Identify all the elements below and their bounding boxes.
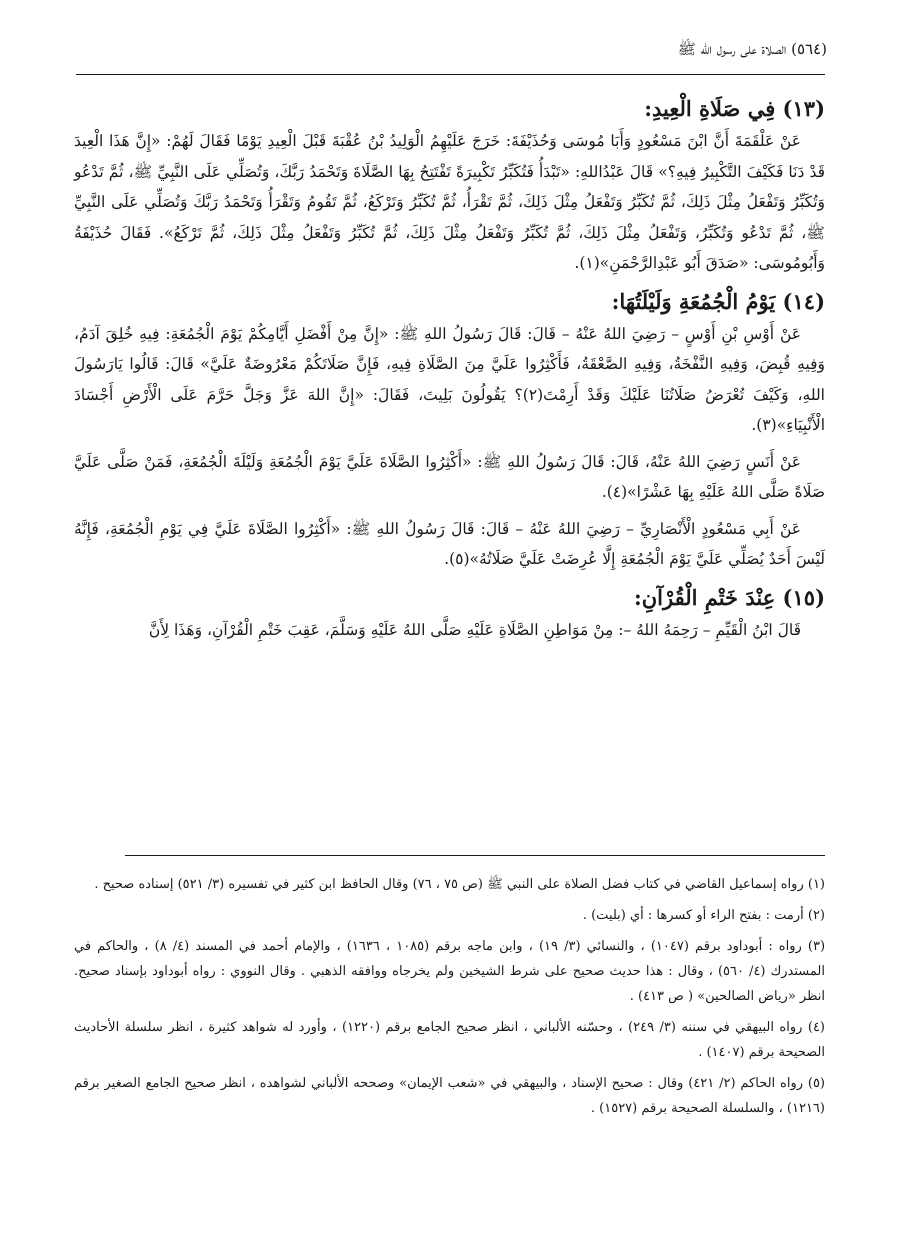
footnote-3: (٣) رواه : أبوداود برقم (١٠٤٧) ، والنسائي (٣/ ١٩) ، وابن ماجه برقم (١٠٨٥ ، ١٦٣٦) ، والإمام أحمد في المسند (٤/ ٨) ، والحاكم في المستدرك (٤/ ٥٦٠) ، وقال : هذا حديث صحيح على شرط الشيخين ولم يخرجاه ووافقه الذهبي . وقال النووي : رواه أبوداود بإسناد صحيح. انظر «رياض الصالحين» ( ص ٤١٣) . [74,939,826,1004]
paragraph-eid-hadith: عَنْ عَلْقَمَةَ أَنَّ ابْنَ مَسْعُودٍ وَأَبَا مُوسَى وَحُذَيْفَةَ: خَرَجَ عَلَيْهِمُ الْوَلِيدُ بْنُ عُقْبَةَ قَبْلَ الْعِيدِ يَوْمًا فَقَالَ لَهُمْ: «إِنَّ هَذَا الْعِيدَ قَدْ دَنَا فَكَيْفَ التَّكْبِيرُ فِيهِ؟» قَالَ عَبْدُاللهِ: «تَبْدَأُ فَتُكَبِّرُ تَكْبِيرَةً تَفْتَتِحُ بِهَا الصَّلَاةَ وَتَحْمَدُ رَبَّكَ، وَتُصَلِّي عَلَى النَّبِيِّ ﷺ، ثُمَّ تَدْعُو وَتُكَبِّرُ وَتَفْعَلُ مِثْلَ ذَلِكَ، ثُمَّ تُكَبِّرُ وَتَفْعَلُ مِثْلَ ذَلِكَ، ثُمَّ تَقْرَأُ، ثُمَّ تُكَبِّرُ وَتَرْكَعُ، ثُمَّ تَقُومُ وَتَقْرَأُ وَتَحْمَدُ رَبَّكَ وَتُصَلِّي عَلَى النَّبِيِّ ﷺ، ثُمَّ تَدْعُو وَتُكَبِّرُ، وَتَفْعَلُ مِثْلَ ذَلِكَ، ثُمَّ تُكَبِّرُ وَتَفْعَلُ مِثْلَ ذَلِكَ، ثُمَّ تُكَبِّرُ وَتَفْعَلُ مِثْلَ ذَلِكَ، ثُمَّ تَرْكَعُ». فَقَالَ حُذَيْفَةُ وَأَبُومُوسَى: «صَدَقَ أَبُو عَبْدِالرَّحْمَنِ»(١). [74,132,825,272]
main-text [74,92,825,651]
footnote-2: (٢) أرمت : بفتح الراء أو كسرها : أي (بليت) . [582,908,825,923]
section-heading-eid-prayer: (١٣) فِي صَلَاةِ الْعِيدِ: [644,96,825,121]
running-header: (٥٦٤) الصلاة على رسول الله ﷺ [677,40,827,58]
paragraph-anas-hadith: عَنْ أَنَسٍ رَضِيَ اللهُ عَنْهُ، قَالَ: قَالَ رَسُولُ اللهِ ﷺ: «أَكْثِرُوا الصَّلَاةَ عَلَيَّ يَوْمَ الْجُمُعَةِ وَلَيْلَةَ الْجُمُعَةِ، فَمَنْ صَلَّى عَلَيَّ صَلَاةً صَلَّى اللهُ عَلَيْهِ بِهَا عَشْرًا»(٤). [74,452,825,501]
paragraph-aws-hadith: عَنْ أَوْسِ بْنِ أَوْسٍ – رَضِيَ اللهُ عَنْهُ – قَالَ: قَالَ رَسُولُ اللهِ ﷺ: «إِنَّ مِنْ أَفْضَلِ أَيَّامِكُمْ يَوْمَ الْجُمُعَةِ: فِيهِ خُلِقَ آدَمُ، وَفِيهِ قُبِضَ، وَفِيهِ النَّفْخَةُ، وَفِيهِ الصَّعْقَةُ، فَأَكْثِرُوا عَلَيَّ مِنَ الصَّلَاةِ فِيهِ، فَإِنَّ صَلَاتَكُمْ مَعْرُوضَةٌ عَلَيَّ» قَالَ: قَالُوا يَارَسُولَ اللهِ، وَكَيْفَ تُعْرَضُ صَلَاتُنَا عَلَيْكَ وَقَدْ أَرِمْتَ(٢)؟ يَقُولُونَ بَلِيتَ، فَقَالَ: «إِنَّ اللهَ عَزَّ وَجَلَّ حَرَّمَ عَلَى الْأَرْضِ أَجْسَادَ الْأَنْبِيَاءِ»(٣). [74,324,825,434]
footnotes [74,872,825,1127]
paragraph-abu-masud-hadith: عَنْ أَبِي مَسْعُودٍ الْأَنْصَارِيِّ – رَضِيَ اللهُ عَنْهُ – قَالَ: قَالَ رَسُولُ اللهِ ﷺ: «أَكْثِرُوا الصَّلَاةَ عَلَيَّ فِي يَوْمِ الْجُمُعَةِ، فَإِنَّهُ لَيْسَ أَحَدٌ يُصَلِّي عَلَيَّ يَوْمَ الْجُمُعَةِ إِلَّا عُرِضَتْ عَلَيَّ صَلَاتُهُ»(٥). [74,519,825,568]
paragraph-ibn-qayyim: قَالَ ابْنُ الْقَيِّمِ – رَحِمَهُ اللهُ –: مِنْ مَوَاطِنِ الصَّلَاةِ عَلَيْهِ صَلَّى اللهُ عَلَيْهِ وَسَلَّمَ، عَقِبَ خَتْمِ الْقُرْآنِ، وَهَذَا لِأَنَّ [148,620,801,639]
section-heading-friday: (١٤) يَوْمُ الْجُمُعَةِ وَلَيْلَتُهَا: [611,288,825,314]
section-heading-quran-completion: (١٥) عِنْدَ خَتْمِ الْقُرْآنِ: [633,584,825,610]
header-rule [76,74,825,75]
footnote-1: (١) رواه إسماعيل القاضي في كتاب فضل الصلاة على النبي ﷺ (ص ٧٥ ، ٧٦) وقال الحافظ ابن كثير في تفسيره (٣/ ٥٢١) إسناده صحيح . [94,877,825,892]
footnote-5: (٥) رواه الحاكم (٢/ ٤٢١) وقال : صحيح الإسناد ، والبيهقي في «شعب الإيمان» وصححه الألباني لشواهده ، انظر صحيح الجامع الصغير برقم (١٢١٦) ، والسلسلة الصحيحة برقم (١٥٢٧) . [74,1076,825,1116]
footnote-4: (٤) رواه البيهقي في سننه (٣/ ٢٤٩) ، وحسّنه الألباني ، انظر صحيح الجامع برقم (١٢٢٠) ، وأورد له شواهد كثيرة ، انظر سلسلة الأحاديث الصحيحة برقم (١٤٠٧) . [74,1020,825,1060]
footnote-separator [125,855,825,856]
